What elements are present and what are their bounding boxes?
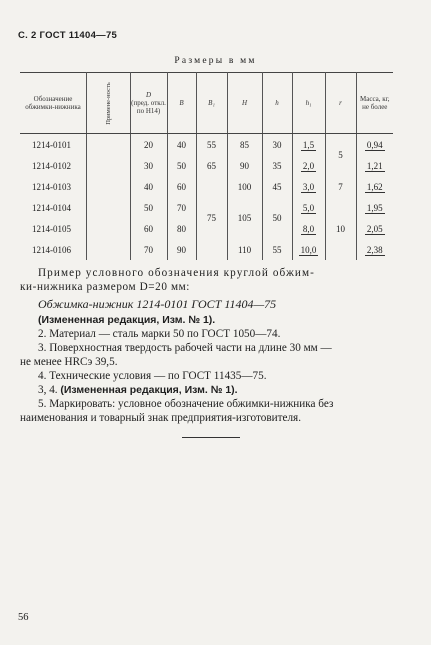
cell-mass: 0,94 <box>366 139 383 150</box>
note-technical-conditions: 4. Технические условия — по ГОСТ 11435—75. <box>38 370 267 382</box>
cell-h-upper: 90 <box>227 155 262 176</box>
cell-b: 90 <box>167 239 196 260</box>
table-row <box>20 176 393 197</box>
cell-designation: 1214-0105 <box>20 218 87 239</box>
cell-mass: 1,21 <box>366 160 383 171</box>
cell-mass: 1,62 <box>366 181 383 192</box>
cell-applicability <box>87 155 131 176</box>
cell-mass: 2,38 <box>366 244 383 255</box>
col-d-note: (пред. откл. по H14) <box>131 99 166 115</box>
cell-d: 30 <box>130 155 167 176</box>
cell-designation: 1214-0106 <box>20 239 87 260</box>
cell-b: 50 <box>167 155 196 176</box>
cell-h-lower: 50 <box>262 197 292 239</box>
cell-h1: 8,0 <box>292 218 325 239</box>
cell-mass: 1,95 <box>366 202 383 213</box>
cell-h-lower: 35 <box>262 155 292 176</box>
cell-r: 5 <box>325 134 356 177</box>
cell-h1: 5,0 <box>292 197 325 218</box>
note-material: 2. Материал — сталь марки 50 по ГОСТ 1050—74. <box>38 328 281 340</box>
cell-b: 40 <box>167 134 196 156</box>
col-b: B <box>167 73 196 134</box>
col-b1: B₁ <box>196 73 227 134</box>
cell-d: 40 <box>130 176 167 197</box>
cell-r: 7 <box>325 176 356 197</box>
col-h-lower: h <box>262 73 292 134</box>
cell-designation: 1214-0104 <box>20 197 87 218</box>
cell-h-upper: 105 <box>227 197 262 239</box>
note-items-3-4 <box>38 383 238 397</box>
cell-h-upper: 110 <box>227 239 262 260</box>
page-header: С. 2 ГОСТ 11404—75 <box>18 30 118 41</box>
example-designation: Обжимка-нижник 1214-0101 ГОСТ 11404—75 <box>38 297 277 311</box>
col-designation: Обозначение обжимки-нижника <box>20 73 87 134</box>
cell-d: 70 <box>130 239 167 260</box>
example-line-1: Пример условного обозначения круглой обжим- <box>38 267 315 279</box>
cell-h-upper: 85 <box>227 134 262 156</box>
cell-h1: 10,0 <box>292 239 325 260</box>
cell-h1: 1,5 <box>292 134 325 156</box>
cell-designation: 1214-0102 <box>20 155 87 176</box>
table-row <box>20 134 393 156</box>
note-marking-line-2: наименования и товарный знак предприятия-изготовителя. <box>20 412 301 424</box>
cell-h-lower: 55 <box>262 239 292 260</box>
cell-applicability <box>87 218 131 239</box>
col-mass: Масса, кг, не более <box>356 73 393 134</box>
cell-b1: 75 <box>196 176 227 260</box>
cell-designation: 1214-0101 <box>20 134 87 156</box>
cell-h1: 3,0 <box>292 176 325 197</box>
cell-h-lower: 45 <box>262 176 292 197</box>
col-d <box>130 73 167 134</box>
cell-applicability <box>87 239 131 260</box>
cell-applicability <box>87 197 131 218</box>
cell-d: 20 <box>130 134 167 156</box>
cell-designation: 1214-0103 <box>20 176 87 197</box>
cell-mass: 2,05 <box>366 223 383 234</box>
note-marking-line-1: 5. Маркировать: условное обозначение обжимки-нижника без <box>38 398 334 410</box>
cell-h-lower: 30 <box>262 134 292 156</box>
col-r: r <box>325 73 356 134</box>
page-number: 56 <box>18 612 29 623</box>
col-applicability-label: Примене-ность <box>104 82 112 125</box>
cell-b1: 65 <box>196 155 227 176</box>
cell-h-upper: 100 <box>227 176 262 197</box>
cell-r: 10 <box>325 197 356 260</box>
note-items-3-4-number: 3, 4. <box>38 384 58 396</box>
col-d-label: D <box>146 91 152 99</box>
col-h1: h₁ <box>292 73 325 134</box>
example-line-2: ки-нижника размером D=20 мм: <box>20 281 191 293</box>
cell-applicability <box>87 134 131 156</box>
cell-b: 60 <box>167 176 196 197</box>
cell-b: 80 <box>167 218 196 239</box>
note-items-3-4-edition: (Измененная редакция, Изм. № 1). <box>60 384 238 396</box>
cell-h1: 2,0 <box>292 155 325 176</box>
note-hardness-line-1: 3. Поверхностная твердость рабочей части на длине 30 мм — <box>38 342 332 354</box>
dimensions-table <box>20 72 393 260</box>
cell-d: 50 <box>130 197 167 218</box>
cell-b1: 55 <box>196 134 227 156</box>
separator-rule <box>182 437 240 438</box>
note-hardness-line-2: не менее HRCэ 39,5. <box>20 356 118 368</box>
edition-note: (Измененная редакция, Изм. № 1). <box>38 314 216 326</box>
table-header-row <box>20 73 393 134</box>
cell-b: 70 <box>167 197 196 218</box>
table-caption: Размеры в мм <box>174 56 257 66</box>
col-applicability <box>87 73 131 134</box>
cell-applicability <box>87 176 131 197</box>
cell-d: 60 <box>130 218 167 239</box>
col-h-upper: H <box>227 73 262 134</box>
